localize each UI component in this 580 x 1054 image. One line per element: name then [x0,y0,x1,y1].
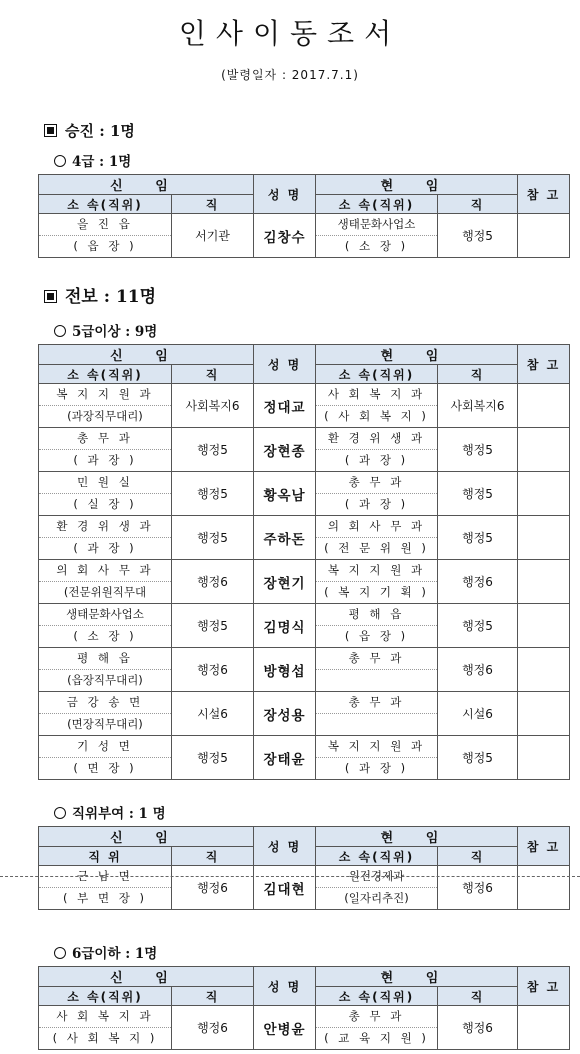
cur-position: ( 과 장 ) [344,497,409,511]
cur-job: 행정6 [438,866,518,910]
cur-position: ( 교 육 지 원 ) [324,1031,429,1045]
new-dept: 환 경 위 생 과 [39,516,171,538]
cur-dept: 의 회 사 무 과 [316,516,437,538]
transfer-table [38,344,570,780]
cur-position: (일자리추진) [344,891,409,905]
cur-dept: 사 회 복 지 과 [316,384,437,406]
cur-job: 시설6 [438,692,518,736]
header-current: 현 임 [316,345,518,365]
new-job: 행정6 [172,560,254,604]
cur-dept-cell [316,428,438,472]
header-cur-job: 직 [438,195,518,214]
table-row [39,214,570,258]
new-dept-cell [39,428,172,472]
cur-position: ( 읍 장 ) [344,629,409,643]
new-position: ( 실 장 ) [73,497,137,511]
cur-position: ( 전 문 위 원 ) [324,541,429,555]
new-job: 행정6 [172,648,254,692]
new-dept-cell [39,604,172,648]
header-new-job: 직 [172,987,254,1006]
cur-dept-cell [316,516,438,560]
subsection-heading-grade5-above: 5급이상 : 9명 [54,320,157,340]
new-position: ( 사 회 복 지 ) [52,1031,158,1045]
new-position: (읍장직무대리) [67,673,143,687]
table-row [39,384,570,428]
header-name: 성 명 [254,175,316,214]
header-new-dept: 소 속(직위) [39,195,172,214]
new-position: ( 부 면 장 ) [63,891,147,905]
new-dept: 의 회 사 무 과 [39,560,171,582]
new-position: (면장직무대리) [67,717,143,731]
cur-dept: 총 무 과 [316,1006,437,1028]
new-job: 행정5 [172,516,254,560]
new-dept-cell [39,214,172,258]
header-new-job: 직 [172,847,254,866]
cur-position: ( 소 장 ) [344,239,409,253]
new-job: 서기관 [172,214,254,258]
cur-dept-cell [316,866,438,910]
circle-icon [54,807,66,819]
header-note: 참 고 [518,345,570,384]
note-cell [518,736,570,780]
cur-dept: 복 지 지 원 과 [316,560,437,582]
header-cur-dept: 소 속(직위) [316,987,438,1006]
table-row [39,648,570,692]
header-cur-dept: 소 속(직위) [316,847,438,866]
new-position: ( 읍 장 ) [73,239,137,253]
cur-dept: 총 무 과 [316,648,437,670]
table-row [39,1006,570,1050]
cur-dept: 생태문화사업소 [316,214,437,236]
cur-job: 행정6 [438,560,518,604]
cur-position [316,670,437,691]
person-name: 안병윤 [254,1006,316,1050]
cur-dept-cell [316,736,438,780]
circle-icon [54,947,66,959]
new-position: (과장직무대리) [67,409,143,423]
new-dept: 사 회 복 지 과 [39,1006,171,1028]
header-current: 현 임 [316,827,518,847]
note-cell [518,866,570,910]
new-position: ( 소 장 ) [73,629,137,643]
cur-position: ( 과 장 ) [344,761,409,775]
person-name: 방형섭 [254,648,316,692]
note-cell [518,648,570,692]
new-job: 행정5 [172,736,254,780]
note-cell [518,1006,570,1050]
new-job: 사회복지6 [172,384,254,428]
header-cur-job: 직 [438,987,518,1006]
new-job: 시설6 [172,692,254,736]
header-cur-dept: 소 속(직위) [316,365,438,384]
person-name: 김창수 [254,214,316,258]
new-dept-cell [39,516,172,560]
promotion-table [38,174,570,258]
subsection-heading-grade4: 4급 : 1명 [54,150,131,170]
cur-dept-cell [316,560,438,604]
table-row [39,516,570,560]
note-cell [518,516,570,560]
grade6-table [38,966,570,1050]
new-position: ( 면 장 ) [73,761,137,775]
new-job: 행정5 [172,604,254,648]
header-new-dept: 직 위 [39,847,172,866]
header-name: 성 명 [254,827,316,866]
cur-dept: 평 해 읍 [316,604,437,626]
new-dept: 금 강 송 면 [39,692,171,714]
new-dept-cell [39,736,172,780]
header-new: 신 임 [39,345,254,365]
person-name: 주하돈 [254,516,316,560]
new-dept-cell [39,866,172,910]
filled-square-icon [44,290,57,303]
section-heading-transfer: 전보 : 11명 [44,282,156,307]
new-dept: 기 성 면 [39,736,171,758]
person-name: 장현기 [254,560,316,604]
header-new: 신 임 [39,827,254,847]
header-name: 성 명 [254,345,316,384]
section-heading-promotion: 승진 : 1명 [44,120,135,141]
cur-position [316,714,437,735]
cur-dept: 환 경 위 생 과 [316,428,437,450]
new-dept-cell [39,1006,172,1050]
header-new-dept: 소 속(직위) [39,365,172,384]
cur-job: 행정5 [438,604,518,648]
new-dept: 복 지 지 원 과 [39,384,171,406]
person-name: 장태윤 [254,736,316,780]
cur-job: 행정6 [438,648,518,692]
table-row [39,736,570,780]
circle-icon [54,325,66,337]
cur-position: ( 사 회 복 지 ) [324,409,429,423]
cur-dept-cell [316,648,438,692]
cur-job: 사회복지6 [438,384,518,428]
new-dept: 민 원 실 [39,472,171,494]
header-current: 현 임 [316,967,518,987]
new-position: ( 과 장 ) [73,541,137,555]
page-title: 인사이동조서 [178,17,402,50]
cur-dept-cell [316,384,438,428]
new-dept: 생태문화사업소 [39,604,171,626]
cur-dept-cell [316,604,438,648]
filled-square-icon [44,124,57,137]
note-cell [518,214,570,258]
header-new-job: 직 [172,365,254,384]
new-dept-cell [39,692,172,736]
cur-position: ( 복 지 기 획 ) [324,585,429,599]
header-note: 참 고 [518,967,570,1006]
header-cur-job: 직 [438,847,518,866]
cur-job: 행정5 [438,472,518,516]
new-position: (전문위원직무대 [63,585,147,599]
cur-job: 행정5 [438,214,518,258]
subsection-heading-grade6-below: 6급이하 : 1명 [54,942,157,962]
note-cell [518,384,570,428]
note-cell [518,560,570,604]
new-position: ( 과 장 ) [73,453,137,467]
new-job: 행정5 [172,428,254,472]
cur-dept-cell [316,214,438,258]
cur-job: 행정5 [438,736,518,780]
header-new: 신 임 [39,967,254,987]
new-dept: 총 무 과 [39,428,171,450]
person-name: 김명식 [254,604,316,648]
table-row [39,692,570,736]
person-name: 김대현 [254,866,316,910]
cur-dept: 총 무 과 [316,692,437,714]
page-break-line [0,876,580,877]
new-job: 행정5 [172,472,254,516]
header-new-job: 직 [172,195,254,214]
person-name: 정대교 [254,384,316,428]
cur-dept: 총 무 과 [316,472,437,494]
new-dept-cell [39,472,172,516]
table-row [39,472,570,516]
cur-job: 행정5 [438,428,518,472]
table-row [39,428,570,472]
new-dept-cell [39,648,172,692]
new-dept-cell [39,384,172,428]
cur-job: 행정5 [438,516,518,560]
new-job: 행정6 [172,1006,254,1050]
person-name: 장성용 [254,692,316,736]
header-cur-dept: 소 속(직위) [316,195,438,214]
note-cell [518,604,570,648]
header-new-dept: 소 속(직위) [39,987,172,1006]
header-note: 참 고 [518,827,570,866]
header-name: 성 명 [254,967,316,1006]
cur-dept-cell [316,1006,438,1050]
table-row [39,560,570,604]
cur-dept-cell [316,692,438,736]
header-new: 신 임 [39,175,254,195]
note-cell [518,692,570,736]
header-current: 현 임 [316,175,518,195]
circle-icon [54,155,66,167]
table-row [39,866,570,910]
new-dept: 평 해 읍 [39,648,171,670]
header-cur-job: 직 [438,365,518,384]
cur-dept: 원전경제과 [316,866,437,888]
person-name: 장현종 [254,428,316,472]
cur-dept-cell [316,472,438,516]
issue-date: (발령일자 : 2017.7.1) [221,68,359,82]
note-cell [518,472,570,516]
new-dept: 을 진 읍 [39,214,171,236]
note-cell [518,428,570,472]
person-name: 황옥남 [254,472,316,516]
table-row [39,604,570,648]
new-dept-cell [39,560,172,604]
new-dept: 근 남 면 [39,866,171,888]
cur-position: ( 과 장 ) [344,453,409,467]
assignment-table [38,826,570,910]
cur-job: 행정6 [438,1006,518,1050]
subsection-heading-assignment: 직위부여 : 1 명 [54,802,166,822]
new-job: 행정6 [172,866,254,910]
header-note: 참 고 [518,175,570,214]
cur-dept: 복 지 지 원 과 [316,736,437,758]
